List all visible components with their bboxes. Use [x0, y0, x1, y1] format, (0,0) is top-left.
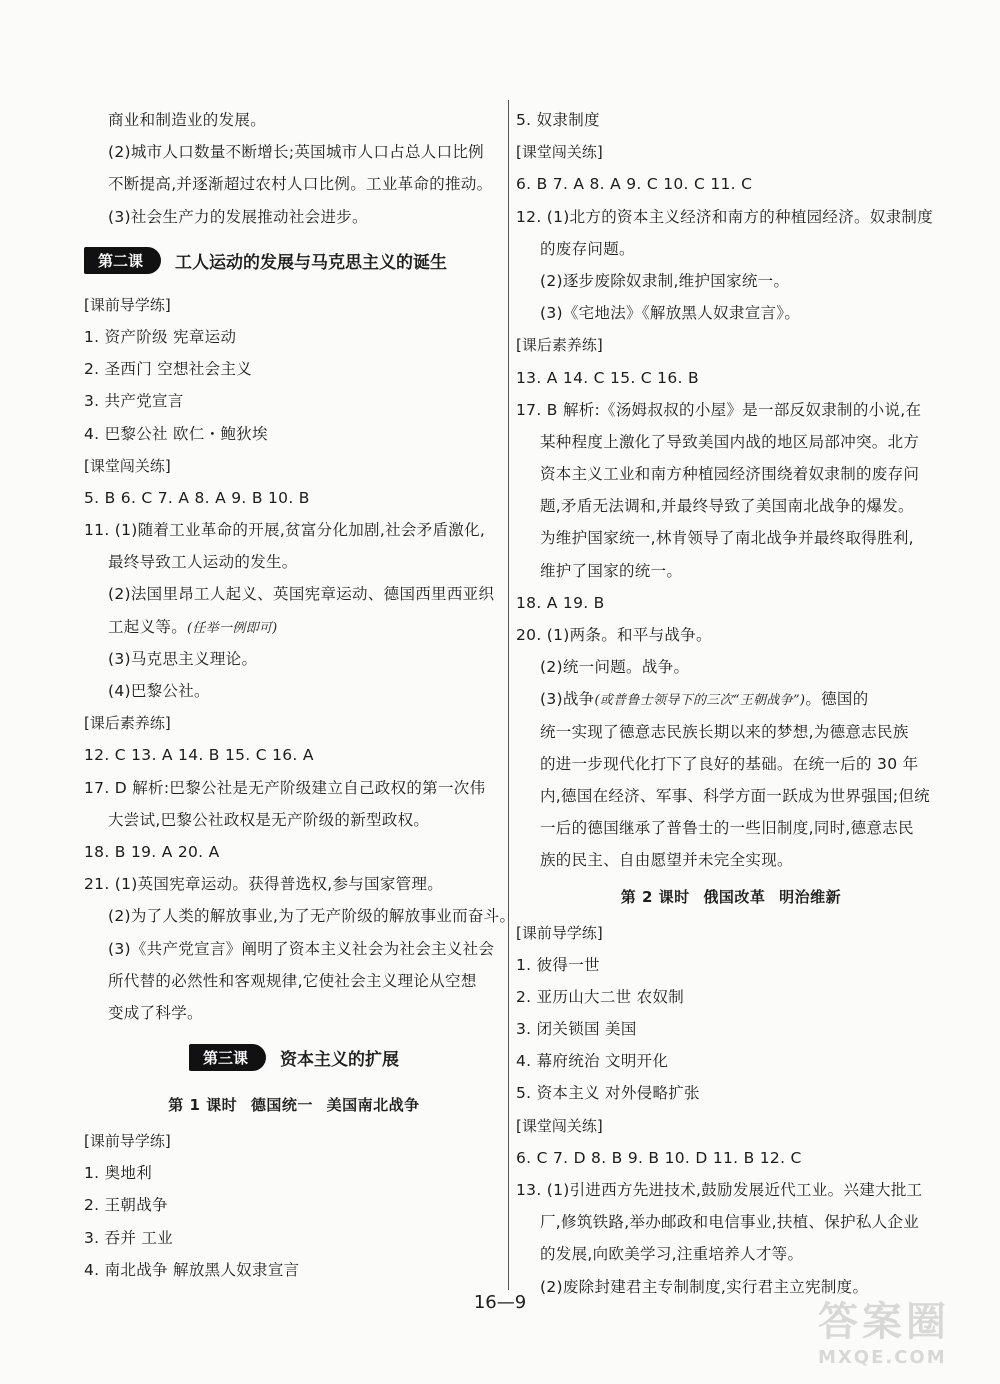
answer-line	[516, 683, 946, 715]
right-column	[516, 104, 946, 1303]
answer-line: 4. 幕府统治 文明开化	[516, 1052, 669, 1071]
answer-line: 的发展,向欧美学习,注重培养人才等。	[540, 1245, 804, 1264]
answer-line: 族的民主、自由愿望并未完全实现。	[540, 851, 793, 870]
period-label: 第 2 课时	[620, 887, 690, 906]
answer-line: 1. 奥地利	[84, 1164, 153, 1183]
period-topic: 明治维新	[779, 887, 842, 906]
answer-line: 3. 闭关锁国 美国	[516, 1020, 637, 1039]
lesson-heading	[84, 1029, 504, 1085]
answer-line: 4. 南北战争 解放黑人奴隶宣言	[84, 1260, 300, 1279]
period-heading	[84, 1085, 504, 1125]
answer-text: (3)战争	[540, 690, 595, 709]
answer-line: (2)法国里昂工人起义、英国宪章运动、德国西里西亚织	[108, 585, 495, 604]
answer-line	[84, 611, 504, 643]
answer-line: (2)统一问题。战争。	[540, 658, 690, 677]
text-line: 商业和制造业的发展。	[108, 111, 267, 129]
answer-line: 17. D 解析:巴黎公社是无产阶级建立自己政权的第一次伟	[84, 778, 486, 797]
answer-line: 资本主义工业和南方种植园经济围绕着奴隶制的废存问	[540, 465, 920, 484]
watermark-text: 答案圈	[818, 1299, 950, 1345]
handwritten-note: (任举一例即可)	[187, 620, 278, 636]
answer-line: 5. 资本主义 对外侵略扩张	[516, 1084, 700, 1103]
answer-line: 所代替的必然性和客观规律,它使社会主义理论从空想	[108, 971, 477, 990]
section-label: [课前导学练]	[84, 1132, 171, 1151]
answer-line: 12. C 13. A 14. B 15. C 16. A	[84, 746, 314, 765]
section-label: [课堂闯关练]	[516, 1116, 603, 1135]
answer-line: 某种程度上激化了导致美国内战的地区局部冲突。北方	[540, 432, 920, 451]
answer-line: 2. 王朝战争	[84, 1196, 168, 1215]
section-label: [课前导学练]	[84, 295, 171, 314]
watermark-logo	[818, 1290, 988, 1380]
answer-line: 13. A 14. C 15. C 16. B	[516, 368, 699, 387]
answer-line: 13. (1)引进西方先进技术,鼓励发展近代工业。兴建大批工	[516, 1181, 923, 1199]
lesson-title: 工人运动的发展与马克思主义的诞生	[175, 253, 448, 274]
answer-line: 6. C 7. D 8. B 9. B 10. D 11. B 12. C	[516, 1148, 802, 1167]
answer-line: 21. (1)英国宪章运动。获得普选权,参与国家管理。	[84, 875, 444, 894]
period-heading	[516, 877, 946, 917]
answer-line: 5. 奴隶制度	[516, 111, 600, 129]
section-label: [课前导学练]	[516, 923, 603, 942]
text-line: 不断提高,并逐渐超过农村人口比例。工业革命的推动。	[108, 175, 493, 194]
answer-line: 统一实现了德意志民族长期以来的梦想,为德意志民族	[540, 722, 909, 741]
answer-line: 4. 巴黎公社 欧仁・鲍狄埃	[84, 424, 268, 443]
answer-line: (3)《宅地法》《解放黑人奴隶宣言》。	[540, 304, 801, 323]
text-line: (2)城市人口数量不断增长;英国城市人口占总人口比例	[108, 143, 484, 162]
section-label: [课后素养练]	[516, 336, 603, 355]
answer-line: 一后的德国继承了普鲁士的一些旧制度,同时,德意志民	[540, 819, 914, 838]
period-topic: 俄国改革	[703, 887, 766, 906]
answer-line: 18. B 19. A 20. A	[84, 842, 220, 861]
answer-line: 厂,修筑铁路,举办邮政和电信事业,扶植、保护私人企业	[540, 1213, 920, 1232]
period-topic: 美国南北战争	[326, 1096, 420, 1115]
answer-line: 12. (1)北方的资本主义经济和南方的种植园经济。奴隶制度	[516, 207, 934, 226]
answer-line: 6. B 7. A 8. A 9. C 10. C 11. C	[516, 175, 753, 194]
column-divider	[508, 100, 509, 1290]
answer-line: (4)巴黎公社。	[108, 682, 210, 700]
answer-line: (3)《共产党宣言》阐明了资本主义社会为社会主义社会	[108, 939, 495, 958]
answer-line: 3. 共产党宣言	[84, 392, 184, 411]
answer-line: 题,矛盾无法调和,并最终导致了美国南北战争的爆发。	[540, 497, 914, 516]
lesson-heading	[84, 233, 504, 289]
text-line: (3)社会生产力的发展推动社会进步。	[108, 207, 368, 226]
answer-text: 工起义等。	[108, 617, 188, 636]
section-label: [课堂闯关练]	[84, 456, 171, 475]
answer-line: 18. A 19. B	[516, 593, 605, 612]
watermark-url: MXQE.COM	[818, 1347, 947, 1368]
answer-line: 20. (1)两条。和平与战争。	[516, 626, 712, 644]
answer-line: 最终导致工人运动的发生。	[108, 553, 298, 572]
answer-line: (2)为了人类的解放事业,为了无产阶级的解放事业而奋斗。	[108, 907, 516, 926]
section-label: [课堂闯关练]	[516, 143, 603, 162]
left-column	[84, 104, 516, 1286]
answer-line: 的进一步现代化打下了良好的基础。在统一后的 30 年	[540, 754, 919, 773]
answer-line: (3)马克思主义理论。	[108, 649, 258, 668]
answer-line: 的废存问题。	[540, 239, 635, 258]
answer-line: 17. B 解析:《汤姆叔叔的小屋》是一部反奴隶制的小说,在	[516, 400, 922, 419]
answer-line: 2. 圣西门 空想社会主义	[84, 360, 253, 379]
lesson-title: 资本主义的扩展	[280, 1049, 399, 1070]
answer-line: 1. 彼得一世	[516, 955, 600, 974]
answer-line: 2. 亚历山大二世 农奴制	[516, 987, 685, 1006]
lesson-badge: 第二课	[84, 247, 161, 274]
answer-line: 1. 资产阶级 宪章运动	[84, 327, 237, 346]
answer-line: (2)逐步废除奴隶制,维护国家统一。	[540, 271, 790, 290]
answer-line: 3. 吞并 工业	[84, 1228, 174, 1247]
answer-line: (2)废除封建君主专制制度,实行君主立宪制度。	[540, 1277, 869, 1296]
answer-line: 11. (1)随着工业革命的开展,贫富分化加剧,社会矛盾激化,	[84, 521, 486, 540]
page-number: 16—9	[473, 1292, 527, 1313]
answer-line: 内,德国在经济、军事、科学方面一跃成为世界强国;但统	[540, 786, 930, 805]
lesson-badge: 第三课	[189, 1044, 266, 1071]
period-topic: 德国统一	[250, 1096, 313, 1115]
handwritten-note: (或普鲁士领导下的三次“王朝战争”)	[594, 693, 806, 709]
answer-line: 5. B 6. C 7. A 8. A 9. B 10. B	[84, 488, 310, 507]
answer-line: 大尝试,巴黎公社政权是无产阶级的新型政权。	[108, 810, 430, 829]
answer-line: 维护了国家的统一。	[540, 561, 683, 580]
answer-line: 变成了科学。	[108, 1003, 203, 1022]
period-label: 第 1 课时	[168, 1096, 238, 1115]
section-label: [课后素养练]	[84, 714, 171, 733]
answer-line: 为维护国家统一,林肯领导了南北战争并最终取得胜利,	[540, 529, 914, 548]
answer-text: 。德国的	[805, 690, 869, 709]
